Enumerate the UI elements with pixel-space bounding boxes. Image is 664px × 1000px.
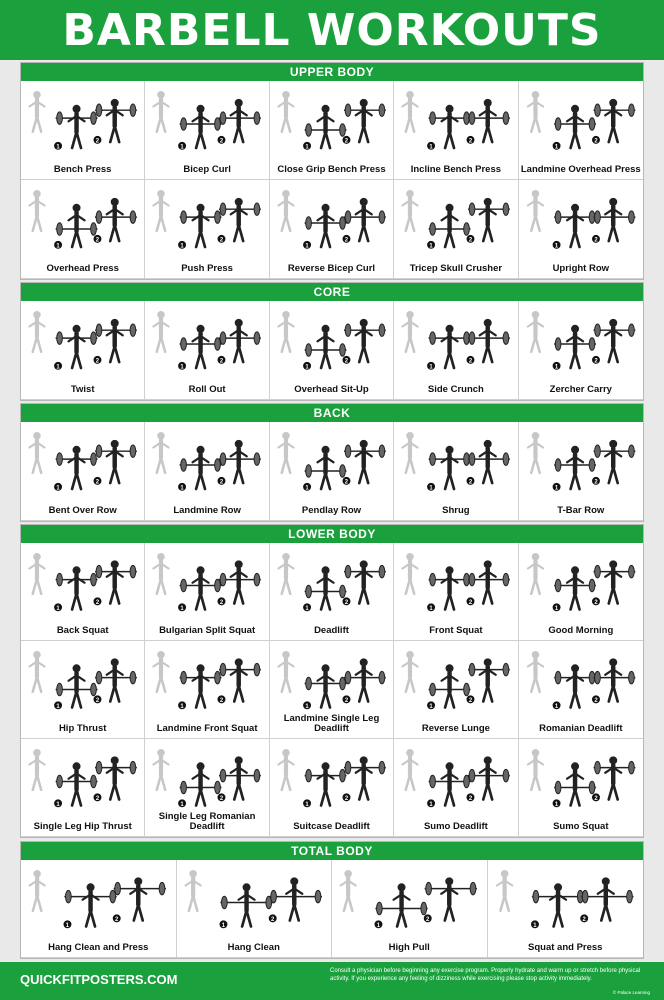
exercise-label: Bicep Curl xyxy=(183,164,231,175)
exercise-grid xyxy=(21,81,643,279)
exercise-card xyxy=(21,422,145,521)
svg-text:2: 2 xyxy=(593,599,598,606)
svg-text:2: 2 xyxy=(95,138,100,145)
svg-text:1: 1 xyxy=(554,485,558,492)
svg-text:1: 1 xyxy=(554,243,558,250)
svg-text:1: 1 xyxy=(554,144,558,151)
exercise-grid xyxy=(21,422,643,521)
svg-text:2: 2 xyxy=(115,916,119,923)
svg-text:2: 2 xyxy=(220,599,224,606)
disclaimer-text: Consult a physician before beginning any exercise program. Properly hydrate and warm up or stretch before physical activity. If you experience any feeling of dizziness while exercising please stop activity immediately. xyxy=(330,968,641,982)
exercise-card xyxy=(394,543,518,641)
svg-text:2: 2 xyxy=(344,479,348,486)
exercise-label: Hang Clean and Press xyxy=(48,942,149,953)
svg-text:1: 1 xyxy=(56,144,60,151)
svg-text:1: 1 xyxy=(56,703,60,710)
svg-text:1: 1 xyxy=(56,364,60,371)
exercise-label: Hip Thrust xyxy=(58,723,107,734)
exercise-label: Landmine Overhead Press xyxy=(520,164,641,175)
svg-text:1: 1 xyxy=(429,801,433,808)
exercise-card xyxy=(270,739,394,837)
section-header: LOWER BODY xyxy=(21,525,643,543)
exercise-label: Reverse Bicep Curl xyxy=(287,263,376,274)
svg-text:1: 1 xyxy=(180,605,185,612)
exercise-label: Single Leg Hip Thrust xyxy=(33,821,132,832)
svg-text:1: 1 xyxy=(554,703,558,710)
exercise-card xyxy=(145,301,269,400)
exercise-card xyxy=(394,422,518,521)
exercise-label: Front Squat xyxy=(429,625,483,636)
svg-text:1: 1 xyxy=(305,364,309,371)
exercise-label: Romanian Deadlift xyxy=(539,723,623,734)
svg-text:2: 2 xyxy=(582,916,586,923)
svg-text:1: 1 xyxy=(305,485,309,492)
svg-text:1: 1 xyxy=(429,243,433,250)
exercise-label: Push Press xyxy=(181,263,233,274)
svg-text:1: 1 xyxy=(221,922,225,929)
exercise-card xyxy=(270,422,394,521)
exercise-grid xyxy=(21,543,643,837)
svg-text:1: 1 xyxy=(56,605,60,612)
svg-text:2: 2 xyxy=(344,795,348,802)
title-bar xyxy=(0,0,664,60)
poster-title: BARBELL WORKOUTS xyxy=(62,4,602,56)
exercise-label: Upright Row xyxy=(552,263,610,274)
exercise-label: Bench Press xyxy=(53,164,112,175)
svg-text:2: 2 xyxy=(220,358,224,365)
svg-text:2: 2 xyxy=(344,697,348,704)
svg-text:1: 1 xyxy=(305,703,309,710)
exercise-label: Overhead Press xyxy=(46,263,119,274)
exercise-label: Close Grip Bench Press xyxy=(277,164,386,175)
svg-text:1: 1 xyxy=(305,605,309,612)
svg-text:2: 2 xyxy=(469,795,473,802)
exercise-label: Suitcase Deadlift xyxy=(293,821,370,832)
exercise-card xyxy=(145,543,269,641)
svg-text:1: 1 xyxy=(305,801,309,808)
exercise-card xyxy=(519,301,643,400)
exercise-label: Sumo Deadlift xyxy=(423,821,488,832)
svg-text:1: 1 xyxy=(305,243,309,250)
section-header: TOTAL BODY xyxy=(21,842,643,860)
exercise-card xyxy=(270,301,394,400)
svg-text:1: 1 xyxy=(65,922,70,929)
svg-text:2: 2 xyxy=(344,138,348,145)
exercise-label: Pendlay Row xyxy=(301,505,362,516)
exercise-card xyxy=(519,543,643,641)
exercise-label: Shrug xyxy=(442,505,470,516)
exercise-card xyxy=(270,81,394,180)
exercise-card xyxy=(519,81,643,180)
svg-text:1: 1 xyxy=(429,485,433,492)
exercise-label: Zercher Carry xyxy=(549,384,612,395)
svg-text:2: 2 xyxy=(220,479,224,486)
svg-text:1: 1 xyxy=(180,703,185,710)
exercise-label: Deadlift xyxy=(314,625,349,636)
exercise-card xyxy=(519,739,643,837)
exercise-label: Squat and Press xyxy=(528,942,603,953)
exercise-card xyxy=(519,641,643,739)
svg-text:2: 2 xyxy=(220,697,224,704)
exercise-card xyxy=(21,543,145,641)
exercise-card xyxy=(270,543,394,641)
svg-text:1: 1 xyxy=(554,364,558,371)
exercise-grid xyxy=(21,860,643,958)
svg-text:1: 1 xyxy=(305,144,309,151)
svg-text:1: 1 xyxy=(180,243,185,250)
svg-text:2: 2 xyxy=(220,237,224,244)
exercise-label: Back Squat xyxy=(56,625,109,636)
svg-text:2: 2 xyxy=(469,479,473,486)
exercise-card xyxy=(145,739,269,837)
exercise-card xyxy=(21,81,145,180)
svg-text:1: 1 xyxy=(554,801,558,808)
exercise-card xyxy=(145,81,269,180)
svg-text:2: 2 xyxy=(469,138,473,145)
svg-text:2: 2 xyxy=(593,795,598,802)
exercise-card xyxy=(332,860,488,958)
svg-text:1: 1 xyxy=(429,144,433,151)
svg-text:2: 2 xyxy=(95,358,100,365)
exercise-label: Bent Over Row xyxy=(48,505,117,516)
svg-text:2: 2 xyxy=(220,138,224,145)
copyright-text: © Palace Learning xyxy=(612,990,650,995)
exercise-card xyxy=(145,180,269,279)
exercise-label: Overhead Sit-Up xyxy=(294,384,369,395)
svg-text:2: 2 xyxy=(95,237,100,244)
exercise-grid xyxy=(21,301,643,400)
svg-text:2: 2 xyxy=(469,599,473,606)
section-core xyxy=(20,282,644,401)
exercise-card xyxy=(394,641,518,739)
section-lower-body xyxy=(20,524,644,838)
svg-text:1: 1 xyxy=(180,485,185,492)
svg-text:2: 2 xyxy=(95,479,100,486)
exercise-card xyxy=(394,739,518,837)
exercise-card xyxy=(394,301,518,400)
svg-text:2: 2 xyxy=(593,358,598,365)
svg-text:1: 1 xyxy=(554,605,558,612)
exercise-card xyxy=(21,301,145,400)
svg-text:1: 1 xyxy=(180,364,185,371)
svg-text:2: 2 xyxy=(95,697,100,704)
svg-text:1: 1 xyxy=(429,364,433,371)
svg-text:2: 2 xyxy=(469,697,473,704)
exercise-label: Roll Out xyxy=(188,384,226,395)
exercise-label: Hang Clean xyxy=(227,942,280,953)
exercise-card xyxy=(488,860,644,958)
svg-text:2: 2 xyxy=(593,237,598,244)
exercise-label: Landmine Single Leg Deadlift xyxy=(283,713,380,734)
exercise-label: Landmine Row xyxy=(173,505,241,516)
svg-text:2: 2 xyxy=(95,599,100,606)
svg-text:2: 2 xyxy=(344,358,348,365)
svg-text:1: 1 xyxy=(180,801,185,808)
section-back xyxy=(20,403,644,522)
svg-text:2: 2 xyxy=(593,138,598,145)
svg-text:1: 1 xyxy=(429,605,433,612)
svg-text:2: 2 xyxy=(469,237,473,244)
exercise-card xyxy=(270,180,394,279)
footer xyxy=(0,962,664,1000)
exercise-card xyxy=(21,180,145,279)
exercise-label: Sumo Squat xyxy=(553,821,609,832)
section-header: UPPER BODY xyxy=(21,63,643,81)
exercise-card xyxy=(21,860,177,958)
exercise-card xyxy=(21,739,145,837)
svg-text:1: 1 xyxy=(376,922,381,929)
svg-text:1: 1 xyxy=(532,922,537,929)
svg-text:1: 1 xyxy=(56,801,60,808)
exercise-card xyxy=(145,422,269,521)
svg-text:1: 1 xyxy=(56,243,60,250)
exercise-label: Reverse Lunge xyxy=(421,723,490,734)
svg-text:2: 2 xyxy=(593,479,598,486)
exercise-label: Single Leg Romanian Deadlift xyxy=(158,811,256,832)
exercise-label: Tricep Skull Crusher xyxy=(409,263,503,274)
exercise-card xyxy=(519,422,643,521)
svg-text:1: 1 xyxy=(180,144,185,151)
exercise-label: T-Bar Row xyxy=(557,505,605,516)
svg-text:2: 2 xyxy=(593,697,598,704)
exercise-card xyxy=(145,641,269,739)
exercise-label: Twist xyxy=(70,384,95,395)
brand-link[interactable]: QUICKFITPOSTERS.COM xyxy=(20,972,178,987)
exercise-label: Incline Bench Press xyxy=(410,164,502,175)
exercise-card xyxy=(177,860,333,958)
svg-text:2: 2 xyxy=(344,599,348,606)
section-header: BACK xyxy=(21,404,643,422)
exercise-label: Landmine Front Squat xyxy=(156,723,258,734)
exercise-label: Good Morning xyxy=(548,625,614,636)
exercise-card xyxy=(270,641,394,739)
svg-text:1: 1 xyxy=(429,703,433,710)
svg-text:2: 2 xyxy=(220,795,224,802)
svg-text:1: 1 xyxy=(56,485,60,492)
exercise-card xyxy=(21,641,145,739)
exercise-label: High Pull xyxy=(388,942,430,953)
exercise-label: Bulgarian Split Squat xyxy=(159,625,256,636)
svg-text:2: 2 xyxy=(469,358,473,365)
svg-text:2: 2 xyxy=(344,237,348,244)
section-upper-body xyxy=(20,62,644,280)
svg-text:2: 2 xyxy=(426,916,430,923)
exercise-label: Side Crunch xyxy=(427,384,484,395)
exercise-card xyxy=(394,180,518,279)
section-total-body xyxy=(20,841,644,959)
exercise-card xyxy=(519,180,643,279)
svg-text:2: 2 xyxy=(270,916,274,923)
section-header: CORE xyxy=(21,283,643,301)
svg-text:2: 2 xyxy=(95,795,100,802)
exercise-card xyxy=(394,81,518,180)
